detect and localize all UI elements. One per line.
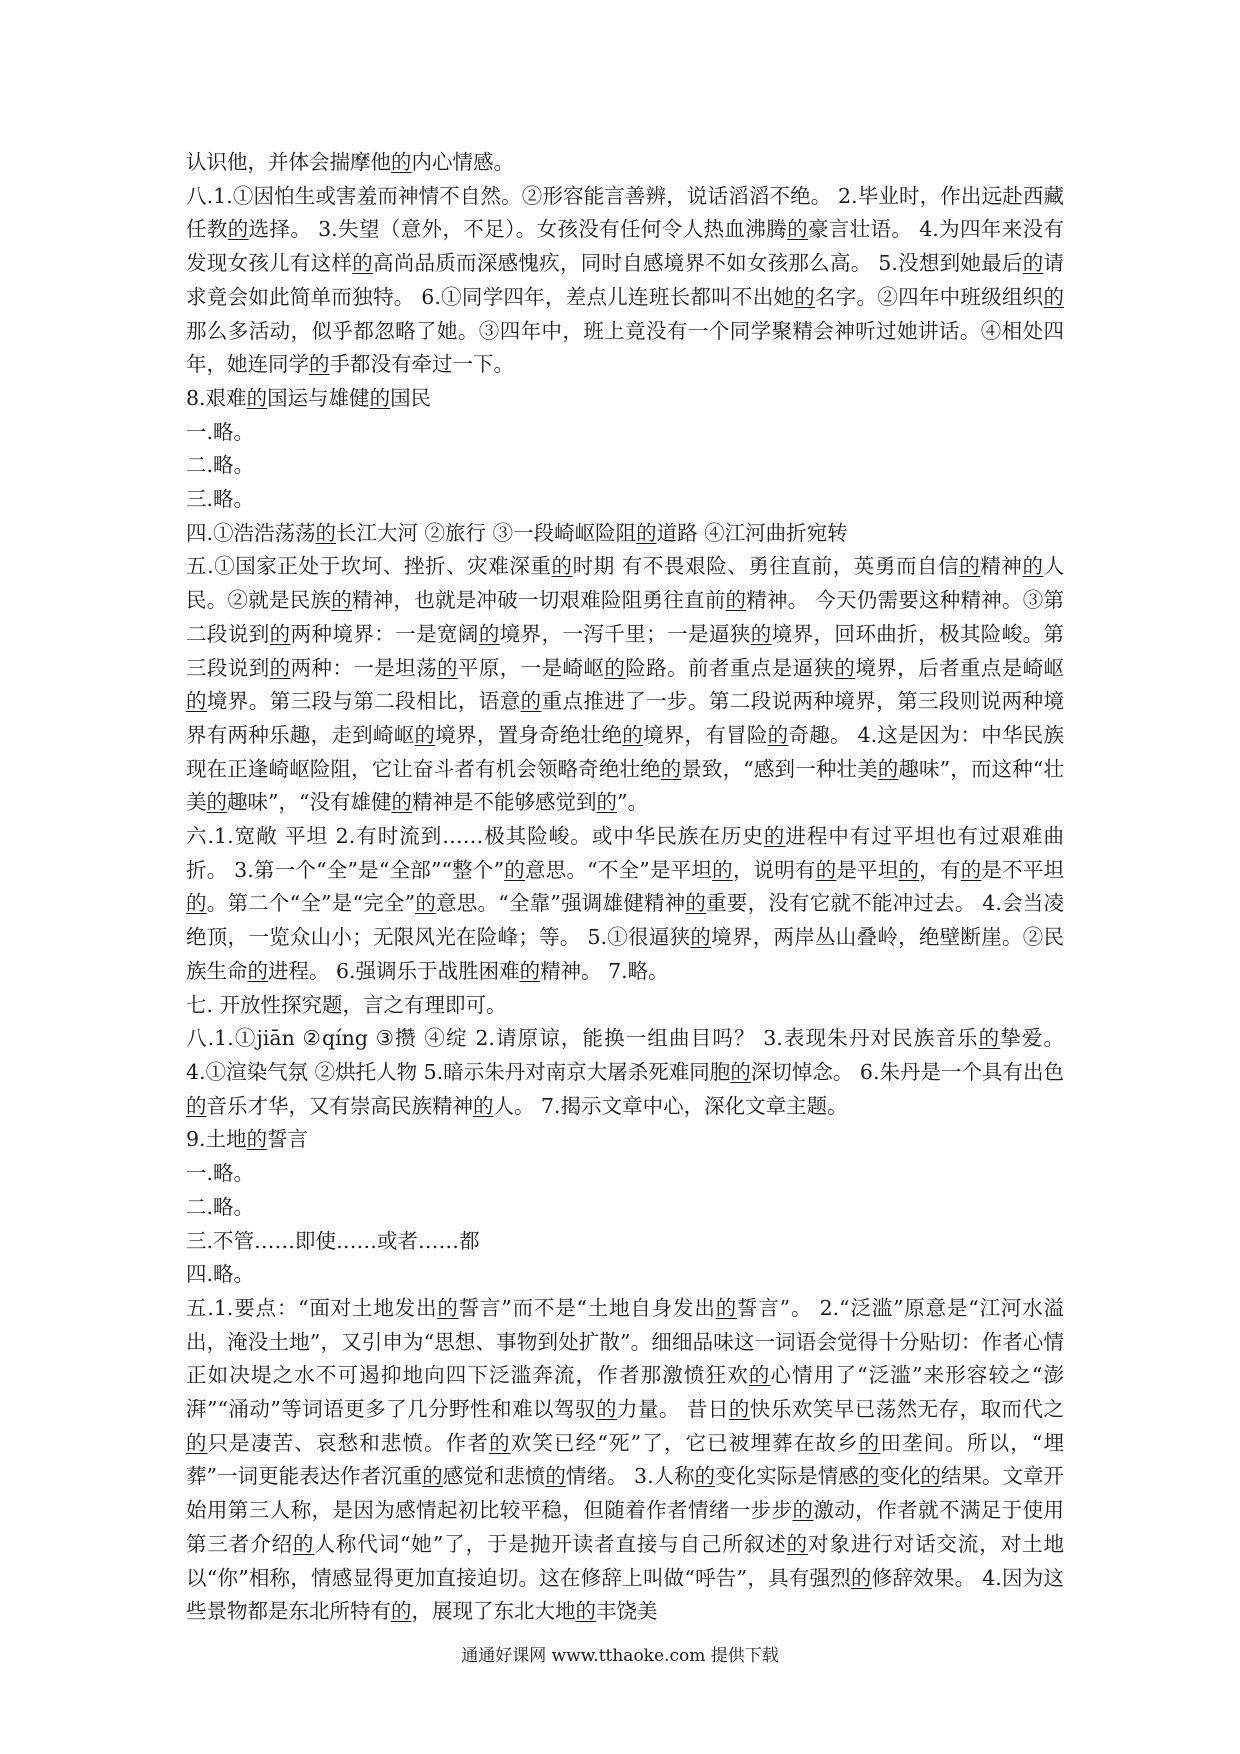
section-heading: 8.艰难的国运与雄健的国民 xyxy=(186,385,432,410)
paragraph: 八.1.①jiān ②qíng ③攒 ④绽 2.请原谅，能换一组曲目吗？ 3.表现朱丹对民族音乐的挚爱。 4.①渲染气氛 ②烘托人物 5.暗示朱丹对南京大屠杀死难同胞的深切悼念。 6.朱丹是一个具有出色的音乐才华，又有崇高民族精神的人。 7.揭示文章中心，深化文章主题。 xyxy=(186,1026,1065,1118)
paragraph: 七. 开放性探究题，言之有理即可。 xyxy=(186,992,507,1017)
paragraph: 四.①浩浩荡荡的长江大河 ②旅行 ③一段崎岖险阻的道路 ④江河曲折宛转 xyxy=(186,520,848,545)
paragraph: 三.略。 xyxy=(186,487,255,512)
page-footer: 通通好课网 www.tthaoke.com 提供下载 xyxy=(461,1646,779,1666)
section-heading: 9.土地的誓言 xyxy=(186,1127,309,1152)
paragraph: 二.略。 xyxy=(186,1194,255,1219)
paragraph: 五.1.要点：“面对土地发出的誓言”而不是“土地自身发出的誓言”。 2.“泛滥”原意是“江河水溢出，淹没土地”，又引申为“思想、事物到处扩散”。细细品味这一词语会觉得十分贴切：作者心情正如决堤之水不可遏抑地向四下泛滥奔流，作者那激愤狂欢的心情用了“泛滥”来形容较之“澎湃”“涌动”等词语更多了几分野性和难以驾驭的力量。 昔日的快乐欢笑早已荡然无存，取而代之的只是凄苦、哀愁和悲愤。作者的欢笑已经“死”了，它已被埋葬在故乡的田垄间。所以，“埋葬”一词更能表达作者沉重的感觉和悲愤的情绪。 3.人称的变化实际是情感的变化的结果。文章开始用第三人称，是因为感情起初比较平稳，但随着作者情绪一步步的激动，作者就不满足于使用第三者介绍的人称代词“她”了，于是抛开读者直接与自己所叙述的对象进行对话交流，对土地以“你”相称，情感显得更加直接迫切。这在修辞上叫做“呼告”，具有强烈的修辞效果。 4.因为这些景物都是东北所特有的，展现了东北大地的丰饶美 xyxy=(186,1295,1065,1624)
document-body xyxy=(186,146,1064,1629)
paragraph: 四.略。 xyxy=(186,1262,255,1287)
paragraph: 一.略。 xyxy=(186,1161,255,1186)
paragraph: 二.略。 xyxy=(186,453,255,478)
paragraph: 一.略。 xyxy=(186,419,255,444)
paragraph: 六.1.宽敞 平坦 2.有时流到……极其险峻。或中华民族在历史的进程中有过平坦也有过艰难曲折。 3.第一个“全”是“全部”“整个”的意思。“不全”是平坦的，说明有的是平坦的，有的是不平坦的。第二个“全”是“完全”的意思。“全靠”强调雄健精神的重要，没有它就不能冲过去。 4.会当凌绝顶，一览众山小；无限风光在险峰；等。 5.①很逼狭的境界，两岸丛山叠岭，绝壁断崖。②民族生命的进程。 6.强调乐于战胜困难的精神。 7.略。 xyxy=(186,824,1065,983)
paragraph: 八.1.①因怕生或害羞而神情不自然。②形容能言善辨，说话滔滔不绝。 2.毕业时，作出远赴西藏任教的选择。 3.失望（意外，不足）。女孩没有任何令人热血沸腾的豪言壮语。 4.为四年来没有发现女孩儿有这样的高尚品质而深感愧疚，同时自感境界不如女孩那么高。 5.没想到她最后的请求竟会如此简单而独特。 6.①同学四年，差点儿连班长都叫不出她的名字。②四年中班级组织的那么多活动，似乎都忽略了她。③四年中，班上竟没有一个同学聚精会神听过她讲话。④相处四年，她连同学的手都没有牵过一下。 xyxy=(186,183,1065,377)
paragraph: 五.①国家正处于坎坷、挫折、灾难深重的时期 有不畏艰险、勇往直前，英勇而自信的精神的人民。②就是民族的精神，也就是冲破一切艰难险阻勇往直前的精神。 今天仍需要这种精神。③第二段说到的两种境界：一是宽阔的境界，一泻千里；一是逼狭的境界，回环曲折，极其险峻。第三段说到的两种：一是坦荡的平原，一是崎岖的险路。前者重点是逼狭的境界，后者重点是崎岖的境界。第三段与第二段相比，语意的重点推进了一步。第二段说两种境界，第三段则说两种境界有两种乐趣，走到崎岖的境界，置身奇绝壮绝的境界，有冒险的奇趣。 4.这是因为：中华民族现在正逢崎岖险阻，它让奋斗者有机会领略奇绝壮绝的景致，“感到一种壮美的趣味”，而这种“壮美的趣味”，“没有雄健的精神是不能够感觉到的”。 xyxy=(186,554,1065,815)
paragraph: 三.不管……即使……或者……都 xyxy=(186,1228,480,1253)
paragraph: 认识他，并体会揣摩他的内心情感。 xyxy=(186,150,514,174)
